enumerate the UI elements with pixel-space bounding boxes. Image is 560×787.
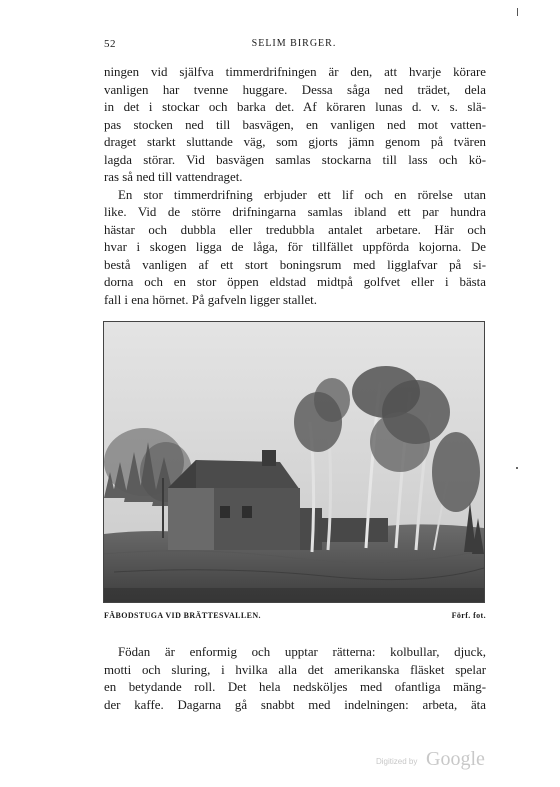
- text-line: bestå vanligen af ett stort boningsrum med ligglafvar på si-: [104, 257, 486, 272]
- text-line: vanligen har tvenne huggare. Dessa såga ned trädet, dela: [104, 82, 486, 97]
- text-line: ras så ned till vattendraget.: [104, 170, 243, 184]
- text-line: like. Vid de större drifningarna samlas ibland ett par hundra: [104, 205, 486, 219]
- text-line: draget starkt sluttande väg, som gjorts jämn genom på tvären: [104, 135, 486, 149]
- margin-tick: [517, 8, 518, 16]
- text-line: hästar och dubbla eller tredubbla antalet arbetare. Här och: [104, 222, 486, 237]
- margin-speck: [516, 467, 518, 469]
- text-line: Födan är enformig och upptar rätterna: kolbullar, djuck,: [118, 645, 486, 659]
- text-line: motti och sluring, i hvilka alla det amerikanska fläsket spelar: [104, 662, 486, 677]
- running-title: SELIM BIRGER.: [251, 38, 337, 49]
- body-text-top: [104, 64, 486, 309]
- photo-credit: Förf. fot.: [451, 611, 486, 620]
- text-line: lagda störar. Vid basvägen samlas stockarna till lass och kö-: [104, 152, 486, 167]
- google-watermark: [376, 748, 496, 772]
- text-line: in det i stockar och barka det. Af köraren lunas d. v. s. slä-: [104, 100, 486, 114]
- page-header: [104, 38, 484, 54]
- text-line: ningen vid själfva timmerdrifningen är den, att hvarje körare: [104, 65, 486, 79]
- text-line: dorna och en stor öppen eldstad midtpå golfvet eller i bästa: [104, 275, 486, 289]
- photograph-fabodstuga: [103, 321, 485, 603]
- text-line: der kaffe. Dagarna gå snabbt med indelningen: arbeta, äta: [104, 697, 486, 712]
- text-line: hvar i skogen ligga de låga, för tillfället uppförda kojorna. De: [104, 240, 486, 254]
- text-line: en betydande roll. Det hela nedsköljes med ofantliga mäng-: [104, 680, 486, 694]
- figure-caption: [104, 611, 486, 623]
- text-line: pas stocken ned till basvägen, en vanligen ned mot vatten-: [104, 117, 486, 132]
- google-logo: Google: [426, 748, 485, 770]
- text-line: En stor timmerdrifning erbjuder ett lif och en rörelse utan: [118, 187, 486, 202]
- digitized-by-label: Digitized by: [376, 757, 418, 766]
- page-number: 52: [104, 38, 116, 50]
- caption-title: FÄBODSTUGA VID BRÄTTESVALLEN.: [104, 611, 261, 620]
- body-text-bottom: [104, 644, 486, 714]
- text-line: fall i ena hörnet. På gafveln ligger stallet.: [104, 292, 317, 307]
